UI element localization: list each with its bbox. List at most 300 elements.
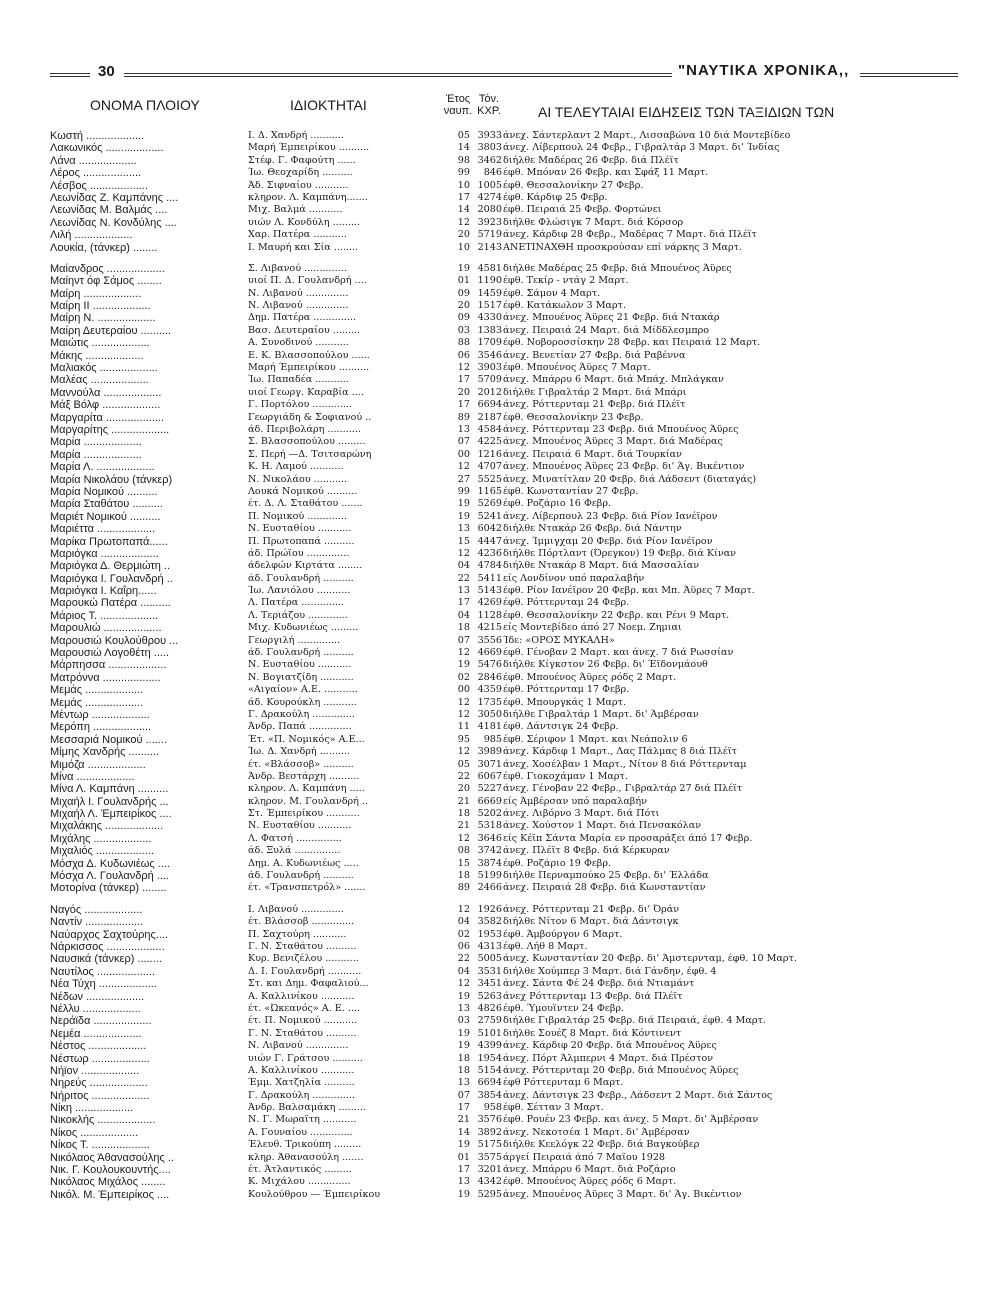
ship-name: Λεωνίδας Μ. Βαλμάς ....: [50, 204, 168, 217]
latest-news: έφθ. Μπουένος Άϋρες ρόδς 6 Μαρτ.: [503, 1176, 677, 1188]
ship-name: Κωστή ...................: [50, 130, 145, 142]
header-rule-left: [50, 73, 90, 77]
ship-owner: Α. Καλλινίκου ...........: [248, 990, 355, 1002]
ship-owner: Γεωργιλή ..............: [248, 634, 341, 646]
ship-owner: Σ. Λιβανού ..............: [248, 262, 347, 274]
ship-owner: Μιχ. Κυδωνιέως .........: [248, 622, 359, 634]
latest-news: έφθ. Ρόττερνταμ 24 Φεβρ.: [503, 597, 630, 609]
latest-news: έφθ. Μπουένος Άϋρες ρόδς 2 Μαρτ.: [503, 671, 677, 683]
table-row: [0, 192, 1000, 204]
ship-owner: κληρον. Μ. Γουλανδρή ..: [248, 795, 369, 807]
latest-news: είς Άμβέρσαν υπό παραλαβήν: [503, 795, 647, 807]
table-row: [0, 1053, 1000, 1065]
year-built: 19: [457, 659, 470, 671]
tonnage: 2466: [477, 882, 502, 894]
year-built: 07: [457, 634, 470, 646]
table-row: [0, 1015, 1000, 1027]
year-built: 17: [457, 597, 470, 609]
tonnage: 6669: [477, 795, 502, 807]
table-row: [0, 312, 1000, 324]
ship-owner: κληρ. Άθανασούλη .......: [248, 1151, 364, 1163]
table-row: [0, 1189, 1000, 1201]
latest-news: έφθ. Σέτταν 3 Μαρτ.: [503, 1102, 604, 1114]
section-gap: [0, 895, 1000, 904]
year-built: 21: [457, 820, 470, 832]
tonnage: 5411: [477, 572, 502, 584]
latest-news: άνεχ. Κάρδιφ 1 Μαρτ., Λας Πάλμας 8 διά Πλέϊτ: [503, 746, 737, 758]
ship-name: Μαίρη ΙΙ ...................: [50, 300, 151, 313]
latest-news: διήλθε Ντακάρ 8 Μαρτ. διά Μασσαλίαν: [503, 560, 700, 572]
latest-news: άνεχ. Μπάρρυ 6 Μαρτ. διά Ροζάριο: [503, 1164, 676, 1176]
tonnage: 5175: [477, 1139, 502, 1151]
ship-name: Μαρία Νικολάου (τάνκερ): [50, 473, 173, 486]
year-built: 22: [457, 953, 470, 965]
latest-news: άνεχ. Σάντερλαντ 2 Μαρτ., Λισσαβώνα 10 διά Μοντεβίδεο: [503, 130, 791, 141]
tonnage: 2846: [477, 671, 502, 683]
latest-news: άνεχ. Ρόττερνταμ 20 Φεβρ. διά Μπουένος Άϋρες: [503, 1064, 739, 1076]
year-built: 08: [457, 845, 470, 857]
ship-name: Νήριτος ...................: [50, 1089, 150, 1102]
ship-owner: Γ. Δρακούλη ..............: [248, 708, 355, 720]
ship-name: Νεράϊδα ...................: [50, 1015, 152, 1028]
year-built: 14: [457, 142, 470, 154]
year-built: 10: [457, 241, 470, 253]
latest-news: έφθ. Κωνσταντίαν 27 Φεβρ.: [503, 485, 639, 497]
ship-owner: Ε. Κ. Βλασσοπούλου ......: [248, 349, 370, 361]
ship-owner: Ίω. Λανιόλου ...........: [248, 585, 351, 597]
year-built: 09: [457, 287, 470, 299]
year-built: 17: [457, 191, 470, 203]
year-built: 13: [457, 1002, 470, 1014]
table-row: [0, 449, 1000, 461]
latest-news: άνεχ. Πόρτ Άλμπερνι 4 Μαρτ. διά Πρέστον: [503, 1052, 714, 1064]
year-built: 13: [457, 585, 470, 597]
ship-name: Μάκης ...................: [50, 349, 144, 362]
table-row: [0, 684, 1000, 696]
ship-owner: Άνδρ. Βεστάρχη ..........: [248, 770, 360, 782]
tonnage: 3923: [477, 216, 502, 228]
column-header-ton-line2: ΚΧΡ.: [477, 105, 501, 117]
table-row: [0, 263, 1000, 275]
table-row: [0, 845, 1000, 857]
latest-news: άνεχ. Μινατίτλαν 20 Φεβρ. διά Λάδσεντ (διαταγάς): [503, 473, 757, 485]
header-rule-right: [860, 73, 958, 77]
latest-news: έφθ. Ροζάριο 16 Φεβρ.: [503, 498, 612, 510]
table-row: [0, 929, 1000, 941]
latest-news: έφθ. Γένοβαν 2 Μαρτ. και άνεχ. 7 διά Ρωσσίαν: [503, 647, 734, 659]
table-row: [0, 1114, 1000, 1126]
ship-name: Νικοκλής ...................: [50, 1114, 156, 1127]
tonnage: 5525: [477, 473, 502, 485]
ship-name: Νήϊον ...................: [50, 1064, 140, 1077]
table-row: [0, 941, 1000, 953]
latest-news: έφθ. Θεσσαλονίκην 27 Φεβρ.: [503, 179, 644, 191]
latest-news: έφθ. Μπουένος Άϋρες 7 Μαρτ.: [503, 362, 651, 374]
year-built: 19: [457, 1188, 470, 1200]
tonnage: 3582: [477, 916, 502, 928]
ship-name: Μιμόζα ...................: [50, 758, 146, 771]
tonnage: 3742: [477, 845, 502, 857]
tonnage: 1216: [477, 448, 502, 460]
table-row: [0, 548, 1000, 560]
ship-owner: κληρον. Λ. Καμπάνη.......: [248, 191, 368, 203]
table-row: [0, 142, 1000, 154]
table-row: [0, 486, 1000, 498]
tonnage: 5005: [477, 953, 502, 965]
ship-owner: κληρον. Λ. Καμπάνη .....: [248, 783, 365, 795]
table-row: [0, 1077, 1000, 1089]
tonnage: 3803: [477, 142, 502, 154]
ship-owner: έτ. «Βλάσσοβ» ..........: [248, 758, 354, 770]
table-row: [0, 325, 1000, 337]
latest-news: άργεί Πειραιά άπό 7 Μαΐου 1928: [503, 1151, 666, 1163]
year-built: 19: [457, 262, 470, 274]
year-built: 02: [457, 671, 470, 683]
tonnage: 4581: [477, 262, 502, 274]
ship-owner: Στ. Έμπειρίκου ...........: [248, 808, 360, 820]
ship-owner: Έμμ. Χατζηλία ..........: [248, 1077, 355, 1089]
ship-name: Μαίρη Ν. ...................: [50, 312, 156, 325]
year-built: 06: [457, 941, 470, 952]
year-built: 12: [457, 978, 470, 990]
table-row: [0, 585, 1000, 597]
latest-news: έφθ. Τεκίρ - ντάγ 2 Μαρτ.: [503, 275, 629, 287]
tonnage: 846: [483, 167, 502, 179]
latest-news: άνεχ. Πειραιά 28 Φεβρ. διά Κωνσταντίαν: [503, 882, 706, 894]
year-built: 95: [457, 733, 470, 745]
ship-name: Ματρόννα ...................: [50, 671, 161, 684]
ship-name: Μεσσαριά Νομικού .......: [50, 733, 167, 746]
year-built: 12: [457, 461, 470, 473]
latest-news: άνεχ. Μπουένος Άϋρες 23 Φεβρ. δι' Άγ. Βικέντιον: [503, 461, 745, 473]
ship-owner: άδ. Γουλανδρή ..........: [248, 572, 354, 584]
table-row: [0, 882, 1000, 894]
year-built: 27: [457, 473, 470, 485]
tonnage: 1517: [477, 300, 502, 312]
year-built: 13: [457, 523, 470, 535]
table-row: [0, 647, 1000, 659]
ship-owner: υιών Γ. Γράτσου ..........: [248, 1052, 363, 1064]
latest-news: άνεχ. Πειραιά 6 Μαρτ. διά Τουρκίαν: [503, 448, 682, 460]
tonnage: 4313: [477, 941, 502, 952]
ship-name: Ναύαρχος Σαχτούρης....: [50, 928, 169, 941]
table-row: [0, 1090, 1000, 1102]
ship-name: Μαίανδρος ...................: [50, 262, 165, 275]
year-built: 10: [457, 179, 470, 191]
ship-name: Μαίρη ...................: [50, 287, 142, 300]
ship-owner: άδ. Κουρούκλη ...........: [248, 696, 357, 708]
table-row: [0, 870, 1000, 882]
latest-news: άνεχ. Βενετίαν 27 Φεβρ. διά Ραβέννα: [503, 349, 686, 361]
ship-owner: Στέφ. Γ. Φαφούτη ......: [248, 154, 356, 166]
ship-name: Μίμης Χανδρής ..........: [50, 746, 160, 759]
ship-name: Μάξ Βόλφ ...................: [50, 399, 161, 412]
table-row: [0, 436, 1000, 448]
year-built: 18: [457, 622, 470, 634]
tonnage: 4447: [477, 535, 502, 547]
tonnage: 1926: [477, 903, 502, 915]
tonnage: 5295: [477, 1188, 502, 1200]
table-row: [0, 1164, 1000, 1176]
ship-owner: Γ. Δρακούλη ..............: [248, 1089, 355, 1101]
ship-owner: Βασ. Δευτεραίου .........: [248, 324, 361, 336]
tonnage: 3556: [477, 634, 502, 646]
ship-owner: Γ. Ν. Σταθάτου ..........: [248, 1027, 357, 1039]
latest-news: διήλθε Φλώσιγκ 7 Μαρτ. διά Κόρσορ: [503, 216, 684, 228]
latest-news: άνεχ. Κάρδιφ 20 Φεβρ. διά Μπουένος Άϋρες: [503, 1040, 717, 1052]
year-built: 01: [457, 1151, 470, 1163]
latest-news: άνεχ. Ρόττερνταμ 23 Φεβρ. διά Μπουένος Άϋρες: [503, 423, 739, 435]
ship-owner: Ν. Ευσταθίου ...........: [248, 659, 352, 671]
year-built: 07: [457, 1089, 470, 1101]
ship-name: Μαλιακός ...................: [50, 362, 158, 375]
ship-name: Νικ. Γ. Κουλουκουντής....: [50, 1164, 171, 1177]
ship-name: Μαλέας ...................: [50, 374, 149, 387]
table-row: [0, 759, 1000, 771]
ship-name: Μαριόγκα Ι. Γουλανδρή ..: [50, 572, 173, 585]
header-rule-middle: [124, 73, 672, 77]
year-built: 00: [457, 684, 470, 696]
tonnage: 3903: [477, 362, 502, 374]
ship-name: Μερόπη ...................: [50, 721, 152, 734]
tonnage: 6042: [477, 523, 502, 535]
table-row: [0, 916, 1000, 928]
table-row: [0, 399, 1000, 411]
year-built: 99: [457, 167, 470, 179]
tonnage: 3531: [477, 965, 502, 977]
table-row: [0, 1152, 1000, 1164]
tonnage: 3451: [477, 978, 502, 990]
table-row: [0, 130, 1000, 142]
year-built: 12: [457, 647, 470, 659]
table-row: [0, 1139, 1000, 1151]
table-row: [0, 746, 1000, 758]
ship-name: Μιχαλάκης ...................: [50, 820, 164, 833]
ship-owner: Ν. Νικολάου ...........: [248, 473, 348, 485]
year-built: 99: [457, 485, 470, 497]
tonnage: 1459: [477, 287, 502, 299]
tonnage: 4669: [477, 647, 502, 659]
latest-news: άνεχ. Ρόττερνταμ 21 Φεβρ. διά Πλέϊτ: [503, 399, 686, 411]
tonnage: 1128: [477, 609, 502, 621]
latest-news: έφθ. Νοβοροσσίσκην 28 Φεβρ. και Πειραιά 12 Μαρτ.: [503, 337, 761, 349]
latest-news: έφθ. Σάμον 4 Μαρτ.: [503, 287, 601, 299]
ship-name: Μαίρη Δευτεραίου ..........: [50, 324, 172, 337]
ship-owner: Ίω. Θεοχαρίδη ..........: [248, 167, 353, 179]
tonnage: 3071: [477, 758, 502, 770]
ship-owner: Έλευθ. Τρικούπη .........: [248, 1139, 362, 1151]
tonnage: 5101: [477, 1027, 502, 1039]
ship-name: Μαριέτ Νομικού ..........: [50, 510, 161, 523]
tonnage: 3933: [477, 130, 502, 141]
ship-name: Μαρία ...................: [50, 448, 142, 461]
ship-name: Νικόλαος Άθανασούλης ..: [50, 1151, 174, 1164]
table-row: [0, 387, 1000, 399]
tonnage: 4707: [477, 461, 502, 473]
tonnage: 3575: [477, 1151, 502, 1163]
latest-news: έφθ. Μπόναν 26 Φεβρ. και Σφάξ 11 Μαρτ.: [503, 167, 709, 179]
tonnage: 2012: [477, 386, 502, 398]
tonnage: 4269: [477, 597, 502, 609]
table-row: [0, 672, 1000, 684]
table-row: [0, 167, 1000, 179]
year-built: 18: [457, 1052, 470, 1064]
tonnage: 1954: [477, 1052, 502, 1064]
ship-owner: Δημ. Α. Κυδωνιέως .....: [248, 857, 359, 869]
latest-news: έφθ. Θεσσαλονίκην 22 Φεβρ. και Ρένι 9 Μαρτ.: [503, 609, 730, 621]
column-header-ton-line1: Τόν.: [478, 93, 500, 105]
table-row: [0, 300, 1000, 312]
ship-name: Μόσχα Λ. Γουλανδρή ....: [50, 870, 169, 883]
table-row: [0, 1065, 1000, 1077]
ship-owner: Γεωργιάδη & Σοφιανού ..: [248, 411, 372, 423]
ship-owner: έτ. Βλάσσοβ ..............: [248, 916, 355, 928]
year-built: 98: [457, 154, 470, 166]
latest-news: έφθ. Θεσσαλονίκην 23 Φεβρ.: [503, 411, 644, 423]
table-row: [0, 978, 1000, 990]
year-built: 02: [457, 928, 470, 940]
ship-name: Νέδων ...................: [50, 990, 145, 1003]
ship-name: Νίκος ...................: [50, 1126, 139, 1139]
latest-news: έφθ. Ρόττερνταμ 17 Φεβρ.: [503, 684, 630, 696]
tonnage: 5199: [477, 870, 502, 882]
tonnage: 1709: [477, 337, 502, 349]
ship-name: Νέλλυ ...................: [50, 1002, 141, 1015]
table-row: [0, 350, 1000, 362]
latest-news: έφθ. Κατάκωλον 3 Μαρτ.: [503, 300, 627, 312]
year-built: 21: [457, 795, 470, 807]
year-built: 12: [457, 696, 470, 708]
ship-owner: Μαρή Έμπειρίκου ..........: [248, 362, 370, 374]
ship-name: Μαννούλα ...................: [50, 386, 162, 399]
ship-owner: Λ. Πατέρα ..............: [248, 597, 345, 609]
ship-name: Μαργαρίτα ...................: [50, 411, 165, 424]
table-row: [0, 511, 1000, 523]
ship-owner: Α. Γουναίου ..............: [248, 1126, 353, 1138]
latest-news: διήλθε Μαδέρας 25 Φεβρ. διά Μπουένος Άϋρες: [503, 262, 732, 274]
table-row: [0, 820, 1000, 832]
table-row: [0, 204, 1000, 216]
latest-news: άνεχ. Πλέϊτ 8 Φεβρ. διά Κέρκυραν: [503, 845, 670, 857]
year-built: 04: [457, 965, 470, 977]
tonnage: 2080: [477, 204, 502, 216]
year-built: 04: [457, 609, 470, 621]
ship-owner: Α. Καλλινίκου ...........: [248, 1064, 355, 1076]
ship-name: Μαρία ...................: [50, 436, 142, 449]
ship-owner: Άδ. Σιφναίου ...........: [248, 179, 349, 191]
tonnage: 4784: [477, 560, 502, 572]
tonnage: 4236: [477, 547, 502, 559]
table-row: [0, 721, 1000, 733]
latest-news: έφθ. Πειραιά 25 Φεβρ. Φορτώνει: [503, 204, 662, 216]
latest-news: διήλθε Μαδέρας 26 Φεβρ. διά Πλέϊτ: [503, 154, 679, 166]
ship-name: Νέα Τύχη ...................: [50, 978, 157, 991]
ship-name: Νικόλαος Μιχάλος ........: [50, 1176, 166, 1189]
table-row: [0, 362, 1000, 374]
year-built: 12: [457, 708, 470, 720]
tonnage: 5263: [477, 990, 502, 1002]
tonnage: 3854: [477, 1089, 502, 1101]
latest-news: άνεχ. Λιβόρνο 3 Μαρτ. διά Πότι: [503, 808, 660, 820]
table-row: [0, 573, 1000, 585]
tonnage: 3989: [477, 746, 502, 758]
latest-news: έφθ. Γιοκοχάμαν 1 Μαρτ.: [503, 770, 628, 782]
ship-name: Μέντωρ ...................: [50, 708, 150, 721]
latest-news: άνεχ. Πειραιά 24 Μαρτ. διά Μίδδλεσμπρο: [503, 324, 710, 336]
ship-name: Μιχαλιός ...................: [50, 845, 154, 858]
ship-owner: Π. Σαχτούρη ...........: [248, 928, 347, 940]
latest-news: διήλθε Σουέζ 8 Μαρτ. διά Κόντινεντ: [503, 1027, 682, 1039]
ship-name: Μαριέττα ...................: [50, 523, 156, 536]
table-row: [0, 337, 1000, 349]
latest-news: διήλθε Ντακάρ 26 Φεβρ. διά Νάντην: [503, 523, 682, 535]
ship-owner: έτ. «Ώκεανός» Α. Ε. ....: [248, 1002, 361, 1014]
ship-name: Μαρία Νομικού ..........: [50, 485, 158, 498]
ship-owner: Κ. Μιχάλου ..............: [248, 1176, 351, 1188]
latest-news: άνεχ. Λίβερπουλ 23 Φεβρ. διά Ρίον Ιανέϊρον: [503, 510, 718, 522]
latest-news: είς Λονδίνον υπό παραλαβήν: [503, 572, 645, 584]
tonnage: 4225: [477, 436, 502, 448]
latest-news: άνεχ. Κωνσταντίαν 20 Φεβρ. δι' Άμστερνταμ, έφθ. 10 Μαρτ.: [503, 953, 797, 965]
ship-owner: Ίω. Παπαδέα ...........: [248, 374, 349, 386]
table-row: [0, 155, 1000, 167]
tonnage: 3462: [477, 154, 502, 166]
latest-news: έφθ. Λήθ 8 Μαρτ.: [503, 941, 588, 952]
ship-owner: Μιχ. Βαλμά ...........: [248, 204, 343, 216]
table-row: [0, 953, 1000, 965]
ship-name: Μάριος Τ. ...................: [50, 609, 159, 622]
page-number: 30: [98, 63, 115, 80]
latest-news: άνεχ. Δάντσιγκ 23 Φεβρ., Λάδσεντ 2 Μαρτ. διά Σάντος: [503, 1089, 773, 1101]
ship-owner: άδ. Ξυλά ...............: [248, 845, 341, 857]
ship-owner: άδ. Πρώϊου ..............: [248, 547, 350, 559]
table-row: [0, 1003, 1000, 1015]
tonnage: 6694: [477, 399, 502, 411]
latest-news: διήλθε Χούμπερ 3 Μαρτ. διά Γάνδην, έφθ. 4: [503, 965, 717, 977]
ship-name: Ναυτίλος ...................: [50, 965, 155, 978]
table-row: [0, 1028, 1000, 1040]
table-row: [0, 808, 1000, 820]
ship-owner: Α. Συνοδινού ...........: [248, 337, 349, 349]
tonnage: 5719: [477, 229, 502, 241]
year-built: 19: [457, 990, 470, 1002]
latest-news: διήλθε Γιβραλτάρ 2 Μαρτ. διά Μπάρι: [503, 386, 687, 398]
ship-name: Λουκία, (τάνκερ) ........: [50, 241, 158, 254]
ship-name: Μαίηντ όφ Σάμος ........: [50, 275, 162, 288]
ship-name: Νάρκισσος ...................: [50, 941, 165, 953]
table-row: [0, 1102, 1000, 1114]
ship-name: Μαριόγκα Δ. Θερμιώτη ..: [50, 560, 171, 573]
ship-owner: Ν. Λιβανού ..............: [248, 1040, 349, 1052]
year-built: 17: [457, 399, 470, 411]
ship-name: Μαρουσιώ Λογοθέτη .....: [50, 647, 170, 660]
ship-entries-table: [0, 130, 1000, 1201]
ship-name: Μαρουλιώ ...................: [50, 622, 162, 635]
tonnage: 5269: [477, 498, 502, 510]
ship-name: Ναντίν ...................: [50, 916, 144, 929]
tonnage: 2187: [477, 411, 502, 423]
table-row: [0, 597, 1000, 609]
year-built: 19: [457, 1040, 470, 1052]
ship-owner: Δημ. Πατέρα ..............: [248, 312, 356, 324]
year-built: 11: [457, 721, 470, 733]
ship-owner: Ι. Λιβανού ..............: [248, 903, 344, 915]
ship-owner: υιοί Γεωργ. Καραβία ....: [248, 386, 364, 398]
ship-name: Νίκος Τ. ...................: [50, 1139, 150, 1152]
year-built: 12: [457, 547, 470, 559]
ship-owner: «Αιγαίον» Α.Ε. ...........: [248, 684, 358, 696]
latest-news: άνεχ. Ίμμιγχαμ 20 Φεβρ. διά Ρίον Ιανέϊρον: [503, 535, 713, 547]
